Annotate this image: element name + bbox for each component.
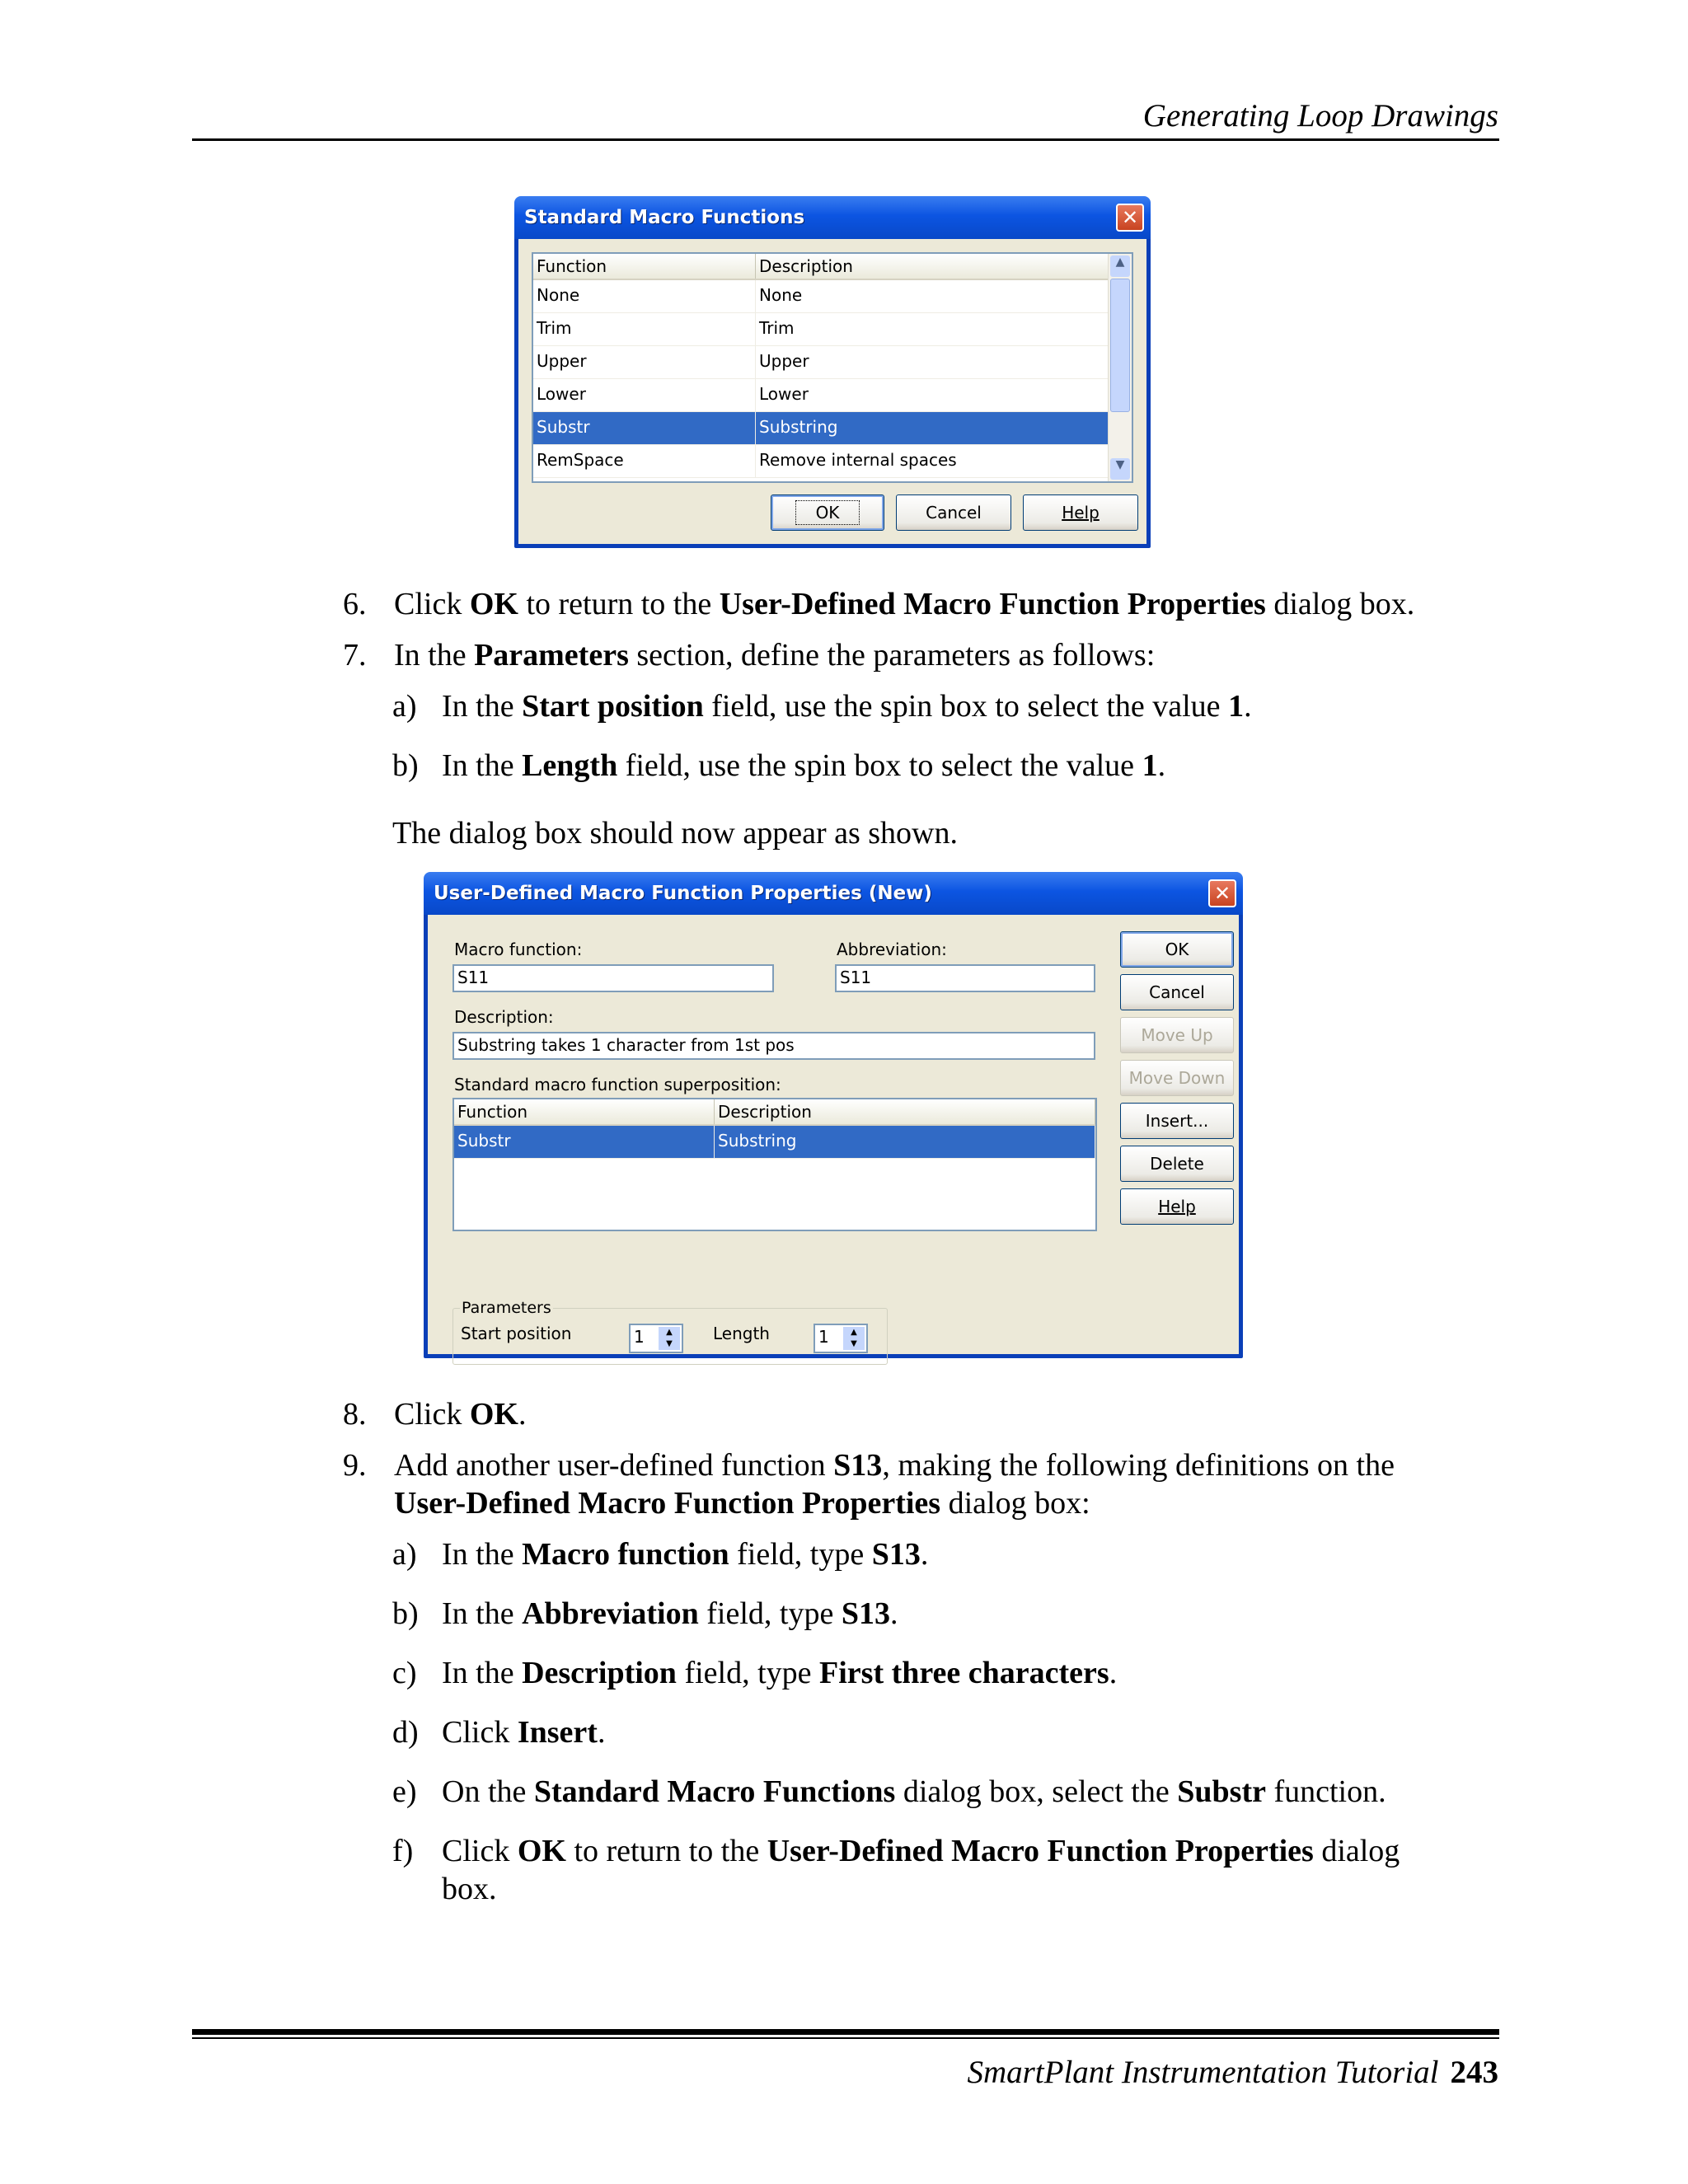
close-icon[interactable]: ✕ — [1208, 879, 1236, 907]
insert-button[interactable]: Insert... — [1120, 1103, 1234, 1139]
ok-button[interactable]: OK — [771, 494, 884, 531]
close-icon[interactable]: ✕ — [1116, 204, 1144, 232]
step-7a: a) In the Start position field, use the spin box to select the value 1. — [392, 689, 1252, 724]
length-spinbox[interactable] — [814, 1324, 868, 1353]
column-header-description[interactable]: Description — [715, 1099, 1095, 1124]
step-9: 9. Add another user-defined function S13, making the following definitions on the User-Defined Macro Function Properties dialog box: — [343, 1448, 1395, 1521]
step-8: 8. Click OK. — [343, 1397, 527, 1432]
cancel-button[interactable]: Cancel — [896, 494, 1011, 531]
start-position-spinbox[interactable] — [629, 1324, 683, 1353]
description-cell: Lower — [756, 379, 1110, 411]
dialog-body — [428, 915, 1239, 1354]
macro-function-label: Macro function: — [454, 940, 583, 959]
page-number: 243 — [1450, 2055, 1498, 2090]
title-bar — [424, 872, 1243, 915]
description-label: Description: — [454, 1007, 554, 1027]
function-cell: Substr — [533, 412, 756, 444]
macro-function-input[interactable]: S11 — [452, 964, 774, 992]
description-cell: Remove internal spaces — [756, 445, 1110, 477]
standard-macro-functions-dialog — [514, 196, 1151, 548]
superposition-list[interactable] — [452, 1098, 1097, 1231]
footer-rule-thick — [192, 2029, 1499, 2035]
start-position-value: 1 — [634, 1327, 645, 1347]
abbreviation-input[interactable]: S11 — [835, 964, 1095, 992]
function-cell: Upper — [533, 346, 756, 378]
delete-button[interactable]: Delete — [1120, 1146, 1234, 1182]
length-label: Length — [713, 1324, 770, 1343]
list-item[interactable] — [454, 1126, 1095, 1159]
list-item[interactable] — [533, 445, 1132, 478]
function-cell: Trim — [533, 313, 756, 345]
running-header: Generating Loop Drawings — [1142, 98, 1498, 134]
spin-up-icon[interactable]: ▲ — [659, 1327, 680, 1338]
dialog-title: Standard Macro Functions — [524, 207, 805, 228]
running-footer — [967, 2054, 1498, 2091]
list-rows — [454, 1126, 1095, 1159]
cancel-button[interactable]: Cancel — [1120, 974, 1234, 1010]
list-item[interactable] — [533, 346, 1132, 379]
superposition-label: Standard macro function superposition: — [454, 1075, 781, 1094]
list-item[interactable] — [533, 379, 1132, 412]
step-9f: f) Click OK to return to the User-Defined Macro Function Properties dialog box. — [392, 1834, 1400, 1906]
move-down-button[interactable]: Move Down — [1120, 1060, 1234, 1096]
column-header-function[interactable]: Function — [533, 254, 756, 279]
step-6: 6. Click OK to return to the User-Defined Macro Function Properties dialog box. — [343, 587, 1415, 621]
description-cell: None — [756, 280, 1110, 312]
list-item[interactable] — [533, 412, 1132, 445]
description-cell: Trim — [756, 313, 1110, 345]
column-header-function[interactable]: Function — [454, 1099, 715, 1124]
scroll-down-icon[interactable]: ▼ — [1110, 458, 1130, 480]
ok-button[interactable]: OK — [1120, 931, 1234, 968]
scroll-thumb[interactable] — [1110, 279, 1130, 412]
start-position-label: Start position — [461, 1324, 572, 1343]
help-button[interactable]: Help — [1023, 494, 1138, 531]
spin-up-icon[interactable]: ▲ — [843, 1327, 865, 1338]
step-9a: a) In the Macro function field, type S13. — [392, 1537, 929, 1572]
step-9c: c) In the Description field, type First three characters. — [392, 1656, 1118, 1690]
scroll-up-icon[interactable]: ▲ — [1110, 255, 1130, 277]
list-header — [533, 254, 1132, 280]
note-text: The dialog box should now appear as shown. — [392, 816, 958, 851]
step-9b: b) In the Abbreviation field, type S13. — [392, 1596, 898, 1631]
list-item[interactable] — [533, 313, 1132, 346]
step-7: 7. In the Parameters section, define the parameters as follows: — [343, 638, 1156, 673]
function-cell: Lower — [533, 379, 756, 411]
column-header-description[interactable]: Description — [756, 254, 1110, 279]
function-cell: Substr — [454, 1126, 715, 1158]
description-cell: Upper — [756, 346, 1110, 378]
footer-rule-thin — [192, 2037, 1499, 2039]
footer-title: SmartPlant Instrumentation Tutorial — [967, 2055, 1439, 2090]
user-defined-macro-function-properties-dialog — [424, 872, 1243, 1358]
function-cell: RemSpace — [533, 445, 756, 477]
functions-list[interactable] — [532, 252, 1133, 483]
vertical-scrollbar[interactable] — [1108, 254, 1132, 481]
list-rows — [533, 280, 1132, 478]
list-header — [454, 1099, 1095, 1126]
abbreviation-label: Abbreviation: — [837, 940, 947, 959]
step-7b: b) In the Length field, use the spin box to select the value 1. — [392, 748, 1166, 783]
title-bar — [514, 196, 1151, 239]
dialog-title: User-Defined Macro Function Properties (New) — [434, 883, 932, 904]
help-button[interactable]: Help — [1120, 1188, 1234, 1225]
spin-down-icon[interactable]: ▼ — [843, 1338, 865, 1350]
step-9e: e) On the Standard Macro Functions dialog box, select the Substr function. — [392, 1774, 1386, 1809]
header-rule — [192, 138, 1499, 141]
description-cell: Substring — [756, 412, 1110, 444]
step-9d: d) Click Insert. — [392, 1715, 606, 1750]
description-cell: Substring — [715, 1126, 1095, 1158]
length-value: 1 — [818, 1327, 829, 1347]
dialog-body — [518, 239, 1146, 544]
move-up-button[interactable]: Move Up — [1120, 1017, 1234, 1053]
description-input[interactable]: Substring takes 1 character from 1st pos — [452, 1032, 1095, 1060]
function-cell: None — [533, 280, 756, 312]
parameters-legend: Parameters — [462, 1299, 551, 1317]
spin-down-icon[interactable]: ▼ — [659, 1338, 680, 1350]
list-item[interactable] — [533, 280, 1132, 313]
